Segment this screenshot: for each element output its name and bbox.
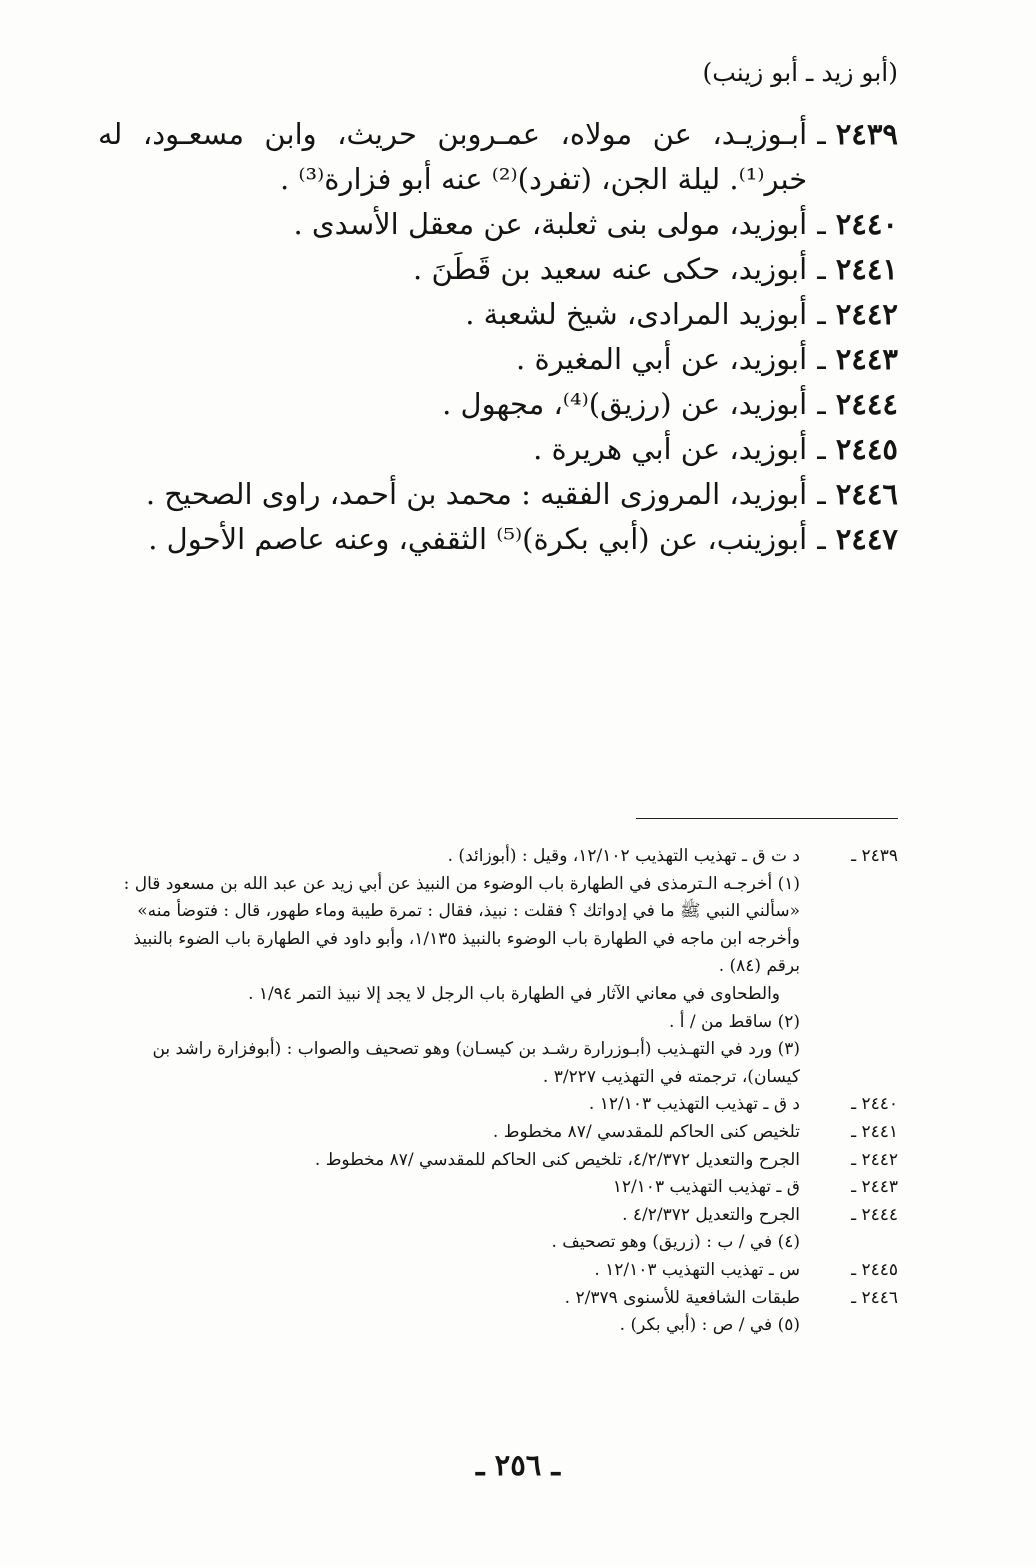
footnote-row [108,1312,898,1340]
entry-dash: ـ [817,522,826,556]
footnote-row [108,1174,898,1202]
footnote-row [108,1147,898,1175]
footnote-ref [800,1036,898,1091]
footnote-row [108,1036,898,1091]
entry-number: ٢٤٤٤ [835,387,898,421]
entry-text: أبـوزيـد، عن مولاه، عمـروبن حريث، وابن مسعـود، له خبر⁽¹⁾. ليلة الجن، (تفرد)⁽²⁾ عنه أبو فزارة⁽³⁾ . [98,117,808,196]
footnote-text: الجرح والتعديل ٤/٢/٣٧٢ . [622,1204,800,1225]
entry-text: أبوزينب، عن (أبي بكرة)⁽⁵⁾ الثقفي، وعنه عاصم الأحول . [148,522,808,556]
footnote-ref: ٢٤٤١ ـ [851,1121,898,1142]
entry-number: ٢٤٤٥ [835,432,898,466]
footnotes [108,843,898,1340]
footnote-text: (٢) ساقط من / أ . [668,1011,800,1032]
footnote-ref [800,1229,898,1257]
entry-text: أبوزيد، حكى عنه سعيد بن قَطَنَ . [413,252,808,286]
footnote-ref [800,871,898,926]
entry-row [98,292,898,337]
footnote-ref [800,1312,898,1340]
entry-dash: ـ [817,207,826,241]
entry-dash: ـ [817,387,826,421]
footnote-row [108,1202,898,1230]
footnote-divider [636,818,898,819]
entry-row [98,337,898,382]
entry-text: أبوزيد، عن (رزيق)⁽⁴⁾، مجهول . [442,387,808,421]
footnote-row [108,871,898,926]
entry-row [98,427,898,472]
footnote-text: وأخرجه ابن ماجه في الطهارة باب الوضوء بالنبيذ ١/١٣٥، وأبو داود في الطهارة باب الضوء بالنبيذ برقم (٨٤) . [133,928,800,977]
footnote-row [108,1285,898,1313]
entry-number: ٢٤٤٦ [835,477,898,511]
footnote-row [108,1229,898,1257]
footnote-text: (٥) في / ص : (أبي بكر) . [619,1315,800,1336]
footnote-text: والطحاوى في معاني الآثار في الطهارة باب الرجل لا يجد إلا نبيذ التمر ١/٩٤ . [248,983,780,1004]
page-number: ـ ٢٥٦ ـ [476,1448,560,1482]
footnote-row [108,843,898,871]
entry-list [98,112,898,562]
footnote-ref: ٢٤٤٦ ـ [851,1287,898,1308]
footnote-ref: ٢٤٤٤ ـ [851,1204,898,1225]
entry-number: ٢٤٤١ [835,252,898,286]
footnote-text: ق ـ تهذيب التهذيب ١٢/١٠٣ [612,1177,800,1198]
footnote-text: د ت ق ـ تهذيب التهذيب ١٢/١٠٢، وقيل : (أبوزائد) . [447,846,800,866]
footnote-text: د ق ـ تهذيب التهذيب ١٢/١٠٣ . [588,1094,800,1115]
entry-text: أبوزيد المرادى، شيخ لشعبة . [465,297,808,331]
entry-row [98,472,898,517]
entry-row [98,202,898,247]
footnote-ref: ٢٤٤٢ ـ [851,1149,898,1170]
entry-text: أبوزيد، المروزى الفقيه : محمد بن أحمد، راوى الصحيح . [145,477,808,511]
entry-number: ٢٤٤٧ [835,522,898,556]
entry-dash: ـ [817,477,826,511]
footnote-row [108,1257,898,1285]
entry-number: ٢٤٣٩ [835,117,898,151]
entry-row [98,517,898,562]
entry-text: أبوزيد، عن أبي المغيرة . [516,342,808,376]
footnote-text: الجرح والتعديل ٤/٢/٣٧٢، تلخيص كنى الحاكم للمقدسي /٨٧ مخطوط . [314,1149,800,1170]
entry-row [98,112,898,202]
footnote-row [108,1119,898,1147]
footnote-ref: ٢٤٤٠ ـ [851,1094,898,1115]
footnote-ref [800,981,898,1009]
entry-dash: ـ [817,297,826,331]
entry-dash: ـ [817,432,826,466]
footnote-ref: ٢٤٤٥ ـ [851,1259,898,1280]
footnote-row [108,1091,898,1119]
footnote-text: (٤) في / ب : (زريق) وهو تصحيف . [551,1232,800,1253]
footnote-text: تلخيص كنى الحاكم للمقدسي /٨٧ مخطوط . [492,1121,800,1142]
entry-number: ٢٤٤٢ [835,297,898,331]
entry-text: أبوزيد، مولى بنى ثعلبة، عن معقل الأسدى . [293,207,808,241]
entry-dash: ـ [817,117,826,151]
entry-row [98,247,898,292]
entry-text: أبوزيد، عن أبي هريرة . [533,432,808,466]
entry-dash: ـ [817,342,826,376]
footnote-row [108,1009,898,1037]
footnote-ref: ٢٤٤٣ ـ [851,1177,898,1198]
footnote-ref: ٢٤٣٩ ـ [851,846,898,866]
entry-row [98,382,898,427]
entry-number: ٢٤٤٠ [835,207,898,241]
footnote-text: (١) أخرجـه الـترمذى في الطهارة باب الوضوء من النبيذ عن أبي زيد عن عبد الله بن مسعود قال : «سألني النبي ﷺ ما في إدواتك ؟ فقلت : نبيذ، فقال : تمرة طيبة وماء طهور، قال : فتوضأ منه» [123,873,800,922]
footnote-row [108,926,898,981]
footnote-text: س ـ تهذيب التهذيب ١٢/١٠٣ . [594,1259,800,1280]
footnote-text: طبقات الشافعية للأسنوى ٢/٣٧٩ . [564,1287,800,1308]
running-header: (أبو زيد ـ أبو زينب) [702,58,898,87]
footnote-ref [800,1009,898,1037]
entry-number: ٢٤٤٣ [835,342,898,376]
footnote-row [108,981,898,1009]
footnote-ref [800,926,898,981]
footnote-text: (٣) ورد في التهـذيب (أبـوزرارة رشـد بن كيسـان) وهو تصحيف والصواب : (أبوفزارة راشد بن كيسان)، ترجمته في التهذيب ٣/٢٢٧ . [152,1039,800,1087]
entry-dash: ـ [817,252,826,286]
